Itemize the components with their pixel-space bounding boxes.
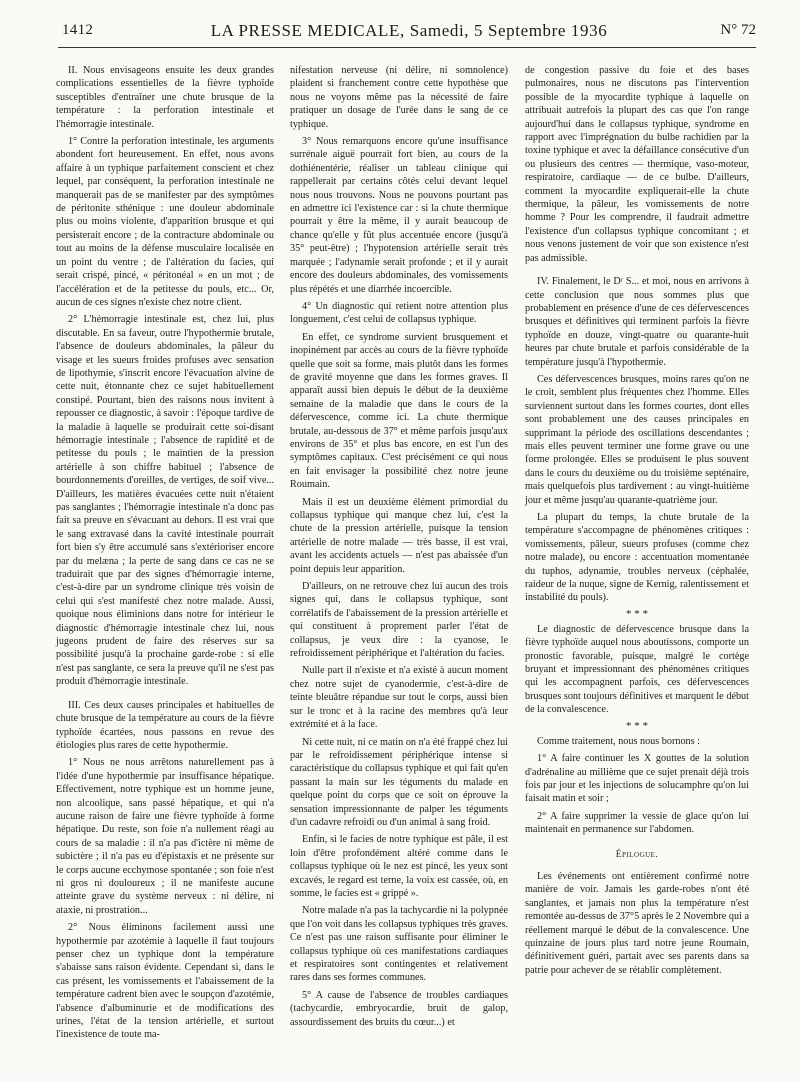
paragraph: II. Nous envisageons ensuite les deux grandes complications essentielles de la fièvre typhoïde susceptibles d'entraîner une chute brusque de la température : la perforation intestinale et l'hémorragie intestinale. — [56, 65, 274, 130]
paragraph: 3° Nous remarquons encore qu'une insuffisance surrénale aiguë pourrait fort bien, au cours de la dothiénentérie, réaliser un tableau clinique qui rappellerait par certains côtés celui devant lequel nous nous trouvons. Nous ne pouvons pourtant pas en admettre ici l'existence car : si la chute thermique pourrait y être la même, il y aurait beaucoup de chance qu'elle y fût plus accentuée encore (jusqu'à 35° peut-être) ; l'hypotension artérielle serait très marquée ; l'adynamie serait profonde ; et il y aurait encore des douleurs abdominales, des vomissements plus répétés et une diarrhée incoercible. — [290, 136, 508, 295]
paragraph: Nulle part il n'existe et n'a existé à aucun moment chez notre sujet de cyanodermie, c'est-à-dire de teinte bleuâtre répandue sur tout le corps, aussi bien sur le tronc et à la racine des membres qu'à leur extrémité et à la face. — [290, 665, 508, 731]
paragraph: Notre malade n'a pas la tachycardie ni la polypnée que l'on voit dans les collapsus typhiques très graves. Ce n'est pas une raison suffisante pour éliminer le collapsus typhique où ces manifestations cardiaques et respiratoires sont contingentes et relativement rares dans ses formes communes. — [290, 905, 508, 984]
paragraph: Le diagnostic de défervescence brusque dans la fièvre typhoïde auquel nous aboutissons, comporte un pronostic favorable, puisque, malgré le cortège bruyant et impressionnant des phénomènes critiques qui les accompagnent parfois, ces défervescences brusques sont toujours définitives et marquent le début de la convalescence. — [525, 623, 749, 716]
paragraph: 2° A faire supprimer la vessie de glace qu'on lui maintenait en permanence sur l'abdomen. — [525, 810, 749, 836]
paragraph: 1° Contre la perforation intestinale, les arguments abondent fort heureusement. En effet, nous avons affaire à un typhique parfaitement conscient et chez lequel, par conséquent, la perforation intestinale ne manquerait pas de se manifester par des symptômes de péritonite sthénique : une douleur abdominale plus ou moins violente, d'apparition brusque et qui persisterait encore ; de la contracture abdominale ou tout au moins de la défense musculaire localisée en un point du ventre ; de l'altération du facies, qui serait crispé, pincé, « péritonéal » en un mot ; de l'accélération et de la petitesse du pouls, etc... Or, aucun de ces signes n'existe chez notre client. — [56, 136, 274, 308]
column-3 — [525, 64, 749, 981]
paragraph: IV. Finalement, le Dʳ S... et moi, nous en arrivons à cette conclusion que nous sommes plus que probablement en présence d'une de ces défervescences brusques et définitives qui terminent parfois la fièvre typhoïde en douze, vingt-quatre ou quarante-huit heures par chute brutale et parfois considérable de la température jusqu'à l'hypothermie. — [525, 276, 749, 368]
paragraph: 1° Nous ne nous arrêtons naturellement pas à l'idée d'une hypothermie par insuffisance hépatique. Effectivement, notre typhique est un homme jeune, non alcoolique, sans passé hépatique, et qui n'a aucune raison de faire une fièvre typhoïde à forme hépatique. Du reste, son foie n'a nullement réagi au cours de sa maladie : il n'a pas d'ictère ni même de subictère ; il n'a pas eu d'épistaxis et ne présente sur le corps aucune ecchymose spontanée ; son foie n'est ni gros ni douloureux ; il ne manifeste aucune atteinte grave du système nerveux : ni délire, ni ataxie, ni prostration... — [56, 757, 274, 916]
paragraph: Mais il est un deuxième élément primordial du collapsus typhique qui manque chez lui, c'est la chute de la pression artérielle, puisque la tension artérielle de notre malade — très basse, il est vrai, avant les accidents actuels — n'est pas abaissée d'un point depuis leur apparition. — [290, 496, 508, 575]
paragraph: La plupart du temps, la chute brutale de la température s'accompagne de phénomènes critiques : vomissements, pâleur, sueurs profuses (comme chez notre malade), ou encore : accentuation momentanée du tuphos, adynamie, troubles nerveux (céphalée, raideur de la nuque, signe de Kernig, ralentissement et instabilité du pouls). — [525, 512, 749, 604]
journal-title: LA PRESSE MEDICALE, Samedi, 5 Septembre 1936 — [210, 21, 608, 40]
paragraph: III. Ces deux causes principales et habituelles de chute brusque de la température au cours de la fièvre typhoïde écartées, nous passons en revue des étiologies plus rares de cette hypothermie. — [56, 699, 274, 751]
paragraph: Enfin, si le facies de notre typhique est pâle, il est loin d'être profondément altéré comme dans le collapsus typhique où le nez est pincé, les yeux sont excavés, le regard est terne, la voix est cassée, où, en somme, le facies est « grippé ». — [290, 834, 508, 899]
paragraph: Comme traitement, nous nous bornons : — [537, 735, 700, 747]
paragraph: Ces défervescences brusques, moins rares qu'on ne le croit, semblent plus fréquentes chez l'homme. Elles surviennent surtout dans les formes courtes, dont elles sont probablement une des causes principales en supprimant la période des oscillations descendantes ; mais elles peuvent terminer une forme grave ou une forme prolongée. Elles se produisent le plus souvent dans le cours du deuxième ou du troisième septénaire, mais quelquefois plus tardivement : au vingt-huitième jour et même jusqu'au quarante-quatrième jour. — [525, 373, 749, 506]
epilogue-heading: Épilogue. — [615, 849, 659, 860]
header-rule — [58, 47, 756, 48]
column-1 — [56, 64, 274, 1046]
paragraph: 2° Nous éliminons facilement aussi une hypothermie par azotémie à laquelle il faut toujours penser chez un typhique dont la température s'abaisse sans raison évidente. Cependant si, dans le cas présent, les vomissements et l'abaissement de la température cadrent bien avec le soupçon d'azotémie, l'absence d'albuminurie et de modifications des urines, l'état de la tension artérielle, et surtout l'inexistence de toute ma- — [56, 922, 274, 1041]
paragraph: En effet, ce syndrome survient brusquement et inopinément par accès au cours de la fièvre typhoïde quelle que soit sa forme, mais plutôt dans les formes de gravité moyenne que dans les formes graves. Il apparaît aussi bien depuis le début de la deuxième semaine de la maladie que dans le cours de la défervescence, comme ici. La chute thermique brutale, au-dessous de 37° et même parfois jusqu'aux environs de 35° et plus bas encore, en est l'un des symptômes capitaux. C'est précisément ce qui nous en fait envisager la possibilité chez notre jeune Roumain. — [290, 331, 508, 491]
paragraph: Ni cette nuit, ni ce matin on n'a été frappé chez lui par le refroidissement périphérique intense si caractéristique du collapsus typhique et qui fait qu'en passant la main sur les téguments du malade en quelque point du corps que ce soit on éprouve la sensation impressionnante de palper les téguments d'un cadavre refroidi ou d'un animal à sang froid. — [290, 736, 508, 828]
paragraph: 5° A cause de l'absence de troubles cardiaques (tachycardie, embryocardie, bruit de galop, assourdissement des bruits du cœur...) et — [290, 989, 508, 1028]
paragraph: Les événements ont entièrement confirmé notre manière de voir. Jamais les garde-robes n'ont été sanglantes, et jamais non plus la température n'est remontée au-dessus de 37°5 après le 2 Novembre qui a réellement marqué le début de la convalescence. Une quinzaine de jours plus tard notre jeune Roumain, définitivement guéri, partait avec ses parents dans sa patrie pour achever de se rétablir complètement. — [525, 870, 749, 976]
paragraph: 1° A faire continuer les X gouttes de la solution d'adrénaline au millième que ce sujet prenait déjà trois fois par jour et les injections de solucamphre qu'on lui faisait matin et soir ; — [525, 753, 749, 805]
issue-number: N° 72 — [720, 22, 756, 38]
paragraph: nifestation nerveuse (ni délire, ni somnolence) plaident si franchement contre cette hypothèse que nous ne voyons même pas la nécessité de faire pratiquer un dosage de l'urée dans le sang de ce typhique. — [290, 65, 508, 130]
page-header — [62, 18, 756, 50]
paragraph: de congestion passive du foie et des bases pulmonaires, nous ne discutons pas l'intervention possible de la myocardite typhique à laquelle on attribuait autrefois la plupart des cas que l'on range aujourd'hui dans le collapsus typhique, syndrome en rapport avec l'imprégnation du bulbe rachidien par la toxine typhique et avec la défaillance consécutive d'un ou plusieurs des centres — thermique, vaso-moteur, respiratoire, cardiaque — de ce bulbe. D'ailleurs, comment la myocardite expliquerait-elle la chute thermique, la pâleur, les vomissements de notre homme ? Pour les comprendre, il faudrait admettre l'existence d'un collapsus typhique concomitant ; et nous venons justement de voir que son existence n'est pas admissible. — [525, 65, 749, 264]
paragraph: 4° Un diagnostic qui retient notre attention plus longuement, c'est celui de collapsus typhique. — [290, 300, 508, 326]
paragraph: D'ailleurs, on ne retrouve chez lui aucun des trois signes qui, dans le collapsus typhique, sont corrélatifs de l'abaissement de la pression artérielle et qui constituent à proprement parler l'état de collapsus, je veux dire : la cyanose, le refroidissement périphérique et l'altération du facies. — [290, 581, 508, 660]
page-number: 1412 — [62, 22, 94, 38]
section-separator: * * * — [626, 719, 648, 732]
paragraph: 2° L'hémorragie intestinale est, chez lui, plus discutable. En sa faveur, outre l'hypothermie brutale, l'absence de douleurs abdominales, la pâleur du visage et les sueurs froides profuses avec sensation de lipothymie, s'inscrit encore l'évacuation alvine de cette nuit, étonnante chez ce sujet habituellement constipé. Pourtant, bien des raisons nous invitent à repousser ce diagnostic, à savoir : l'époque tardive de la maladie à laquelle se produirait cette soi-disant hémorragie intestinale ; l'absence de rapidité et de petitesse du pouls ; le maintien de la pression artérielle à son chiffre habituel ; l'absence de bourdonnements d'oreilles, de vertiges, de soif vive... D'ailleurs, les matières évacuées cette nuit n'étaient pas sanglantes ; l'hémorragie intestinale n'a donc pas fait sa preuve en s'évacuant au dehors. Il est vrai que le sang extravasé dans la cavité intestinale pourrait fort bien s'y être accumulé sans s'extérioriser encore par du melæna ; la perte de sang dans ce cas ne se traduirait que par des signes d'hémorragie interne, c'est-à-dire par un syndrome clinique très voisin de celui qui s'est manifesté chez notre malade. Aussi, quoique nous éliminions dans notre for intérieur le diagnostic d'hémorragie intestinale chez lui, nous jugeons prudent de faire des réserves sur sa possibilité jusqu'à la prochaine garde-robe : si elle n'est pas sanglante, ce sera la preuve qu'il ne s'est pas produit d'hémorragie intestinale. — [56, 314, 274, 688]
column-2 — [290, 64, 508, 1033]
section-separator: * * * — [626, 607, 648, 620]
